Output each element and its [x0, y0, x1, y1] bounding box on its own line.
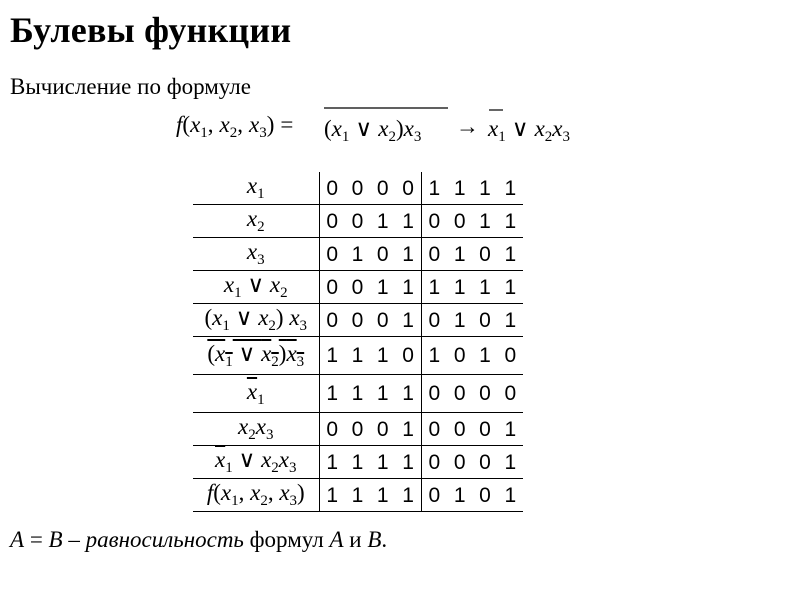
table-cell: 1	[395, 238, 421, 271]
table-cell: 0	[421, 479, 447, 512]
table-cell: 1	[447, 479, 472, 512]
formula-negated-term: ($x_1$ ∨ $x_2)x_3$	[324, 116, 422, 145]
table-cell: 0	[498, 337, 523, 375]
table-cell: 1	[498, 271, 523, 304]
row-label: $x_1$	[193, 172, 319, 205]
table-cell: 1	[472, 172, 497, 205]
table-cell: 1	[421, 172, 447, 205]
table-cell: 1	[472, 205, 497, 238]
table-row-not-x1-or-x2x3	[193, 446, 523, 479]
table-cell: 1	[345, 375, 370, 413]
table-row-x2x3	[193, 413, 523, 446]
table-cell: 0	[472, 238, 497, 271]
table-cell: 0	[395, 337, 421, 375]
table-cell: 0	[319, 238, 345, 271]
table-cell: 1	[498, 238, 523, 271]
table-cell: 1	[498, 205, 523, 238]
table-cell: 1	[498, 172, 523, 205]
row-label: $x_1$ ∨ $x_2$	[193, 271, 319, 304]
table-cell: 1	[395, 271, 421, 304]
table-cell: 0	[319, 413, 345, 446]
row-label: ($x_1$ ∨ $x_2$) $x_3$	[193, 304, 319, 337]
table-cell: 1	[370, 271, 395, 304]
table-cell: 0	[447, 446, 472, 479]
table-cell: 1	[345, 479, 370, 512]
table-cell: 1	[345, 446, 370, 479]
table-row-f	[193, 479, 523, 512]
table-cell: 1	[319, 446, 345, 479]
table-cell: 1	[395, 205, 421, 238]
table-cell: 1	[370, 375, 395, 413]
row-label: ($x_1$ ∨ $x_2)x_3$	[193, 337, 319, 375]
table-cell: 1	[421, 271, 447, 304]
table-cell: 0	[319, 172, 345, 205]
table-cell: 1	[498, 446, 523, 479]
table-cell: 1	[319, 479, 345, 512]
table-cell: 0	[421, 375, 447, 413]
table-cell: 0	[345, 172, 370, 205]
slide-title: Булевы функции	[10, 10, 292, 50]
table-cell: 1	[395, 375, 421, 413]
table-cell: 0	[319, 304, 345, 337]
formula-rhs: $x_1$ ∨ $x_2x_3$	[488, 116, 570, 145]
table-cell: 0	[472, 304, 497, 337]
table-row-x1-or-x2	[193, 271, 523, 304]
table-cell: 0	[370, 413, 395, 446]
implication-arrow: →	[456, 114, 479, 139]
table-cell: 0	[319, 205, 345, 238]
table-cell: 1	[319, 337, 345, 375]
table-cell: 0	[345, 304, 370, 337]
table-cell: 1	[395, 413, 421, 446]
row-label: $\overline{x}_1$	[193, 375, 319, 413]
table-cell: 0	[345, 205, 370, 238]
table-cell: 1	[447, 304, 472, 337]
table-cell: 0	[447, 205, 472, 238]
main-formula	[176, 96, 606, 156]
truth-table	[193, 172, 523, 512]
table-cell: 0	[421, 238, 447, 271]
table-row-disjunction-x3	[193, 304, 523, 337]
table-cell: 0	[370, 172, 395, 205]
table-cell: 0	[472, 446, 497, 479]
row-label: $x_3$	[193, 238, 319, 271]
table-cell: 1	[370, 205, 395, 238]
table-cell: 1	[345, 337, 370, 375]
table-cell: 1	[498, 304, 523, 337]
table-cell: 1	[447, 238, 472, 271]
table-cell: 0	[447, 337, 472, 375]
subtitle: Вычисление по формуле	[10, 74, 251, 99]
table-cell: 0	[370, 304, 395, 337]
table-cell: 1	[472, 337, 497, 375]
table-cell: 0	[395, 172, 421, 205]
table-cell: 0	[319, 271, 345, 304]
table-cell: 1	[395, 446, 421, 479]
table-cell: 0	[447, 413, 472, 446]
table-cell: 1	[395, 304, 421, 337]
table-cell: 1	[370, 337, 395, 375]
table-cell: 1	[421, 337, 447, 375]
table-cell: 0	[421, 205, 447, 238]
table-cell: 0	[472, 375, 497, 413]
table-cell: 0	[345, 413, 370, 446]
table-cell: 0	[498, 375, 523, 413]
table-cell: 1	[498, 479, 523, 512]
row-label: $x_2x_3$	[193, 413, 319, 446]
table-cell: 0	[345, 271, 370, 304]
table-row-x2	[193, 205, 523, 238]
table-cell: 0	[472, 479, 497, 512]
row-label: $x_2$	[193, 205, 319, 238]
table-cell: 1	[319, 375, 345, 413]
table-cell: 1	[472, 271, 497, 304]
table-cell: 1	[370, 479, 395, 512]
table-cell: 0	[370, 238, 395, 271]
table-cell: 0	[472, 413, 497, 446]
row-label: $\overline{x}_1$ ∨ $x_2x_3$	[193, 446, 319, 479]
table-cell: 1	[345, 238, 370, 271]
table-cell: 1	[498, 413, 523, 446]
table-cell: 1	[447, 172, 472, 205]
table-row-x3	[193, 238, 523, 271]
table-cell: 1	[447, 271, 472, 304]
equivalence-note: A = B – равносильность формул A и B.	[10, 527, 388, 552]
table-cell: 0	[447, 375, 472, 413]
table-cell: 0	[421, 446, 447, 479]
table-row-x1	[193, 172, 523, 205]
formula-lhs: $f(x_1$, $x_2$, $x_3$) =	[176, 112, 294, 141]
table-cell: 1	[395, 479, 421, 512]
table-cell: 1	[370, 446, 395, 479]
row-label: $f(x_1$, $x_2$, $x_3$)	[193, 479, 319, 512]
table-cell: 0	[421, 413, 447, 446]
table-row-not-x1	[193, 375, 523, 413]
table-cell: 0	[421, 304, 447, 337]
table-row-negated-disjunction	[193, 337, 523, 375]
